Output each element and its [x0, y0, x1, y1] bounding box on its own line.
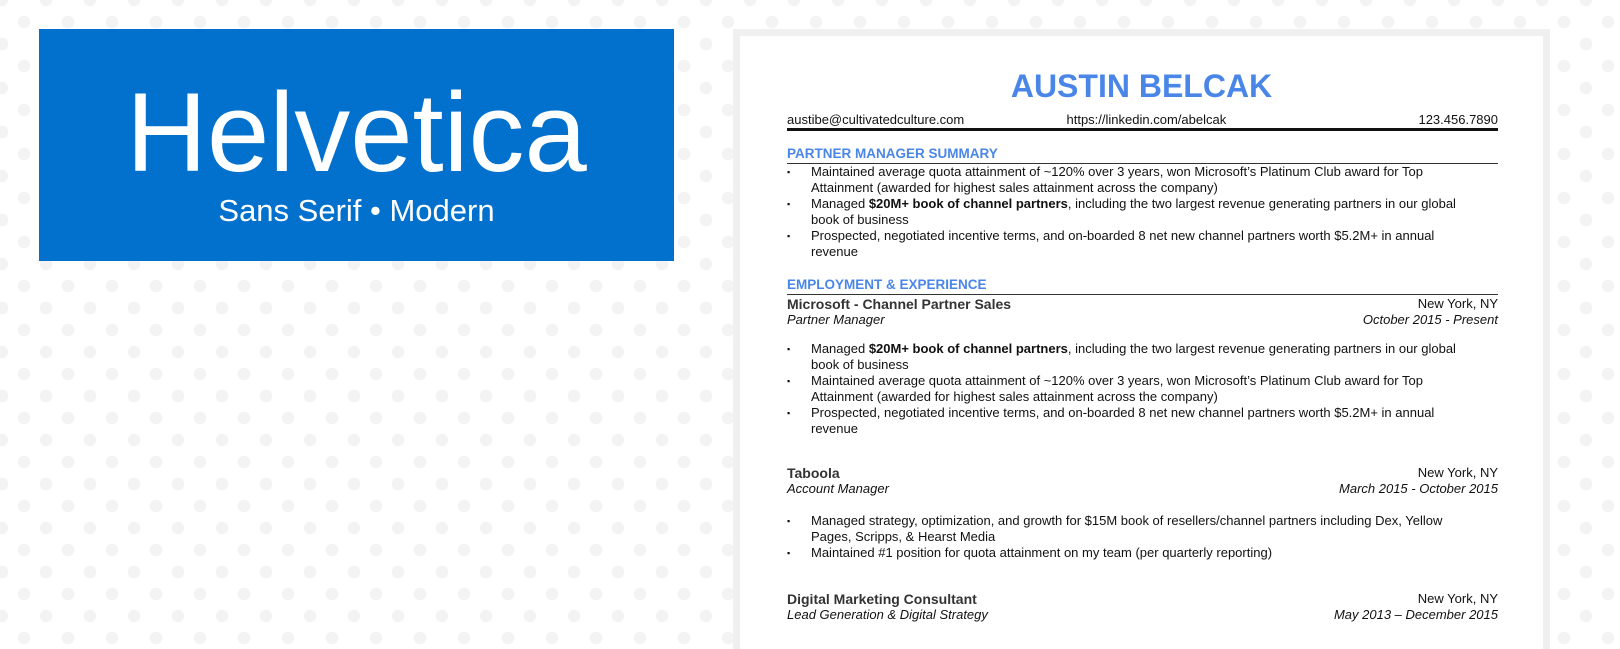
bullet-text: Prospected, negotiated incentive terms, and on-boarded 8 net new channel partners worth $5.2M+ in annual revenue: [811, 405, 1435, 436]
job-bullets: [787, 513, 1498, 561]
location: New York, NY: [1417, 296, 1498, 311]
company: Digital Marketing Consultant: [787, 591, 977, 607]
section-title: PARTNER MANAGER SUMMARY: [787, 146, 1498, 164]
job-entry: [787, 465, 1498, 561]
bullet-text: $20M+ book of channel partners: [868, 341, 1068, 356]
company: Taboola: [787, 465, 840, 481]
bullet-item: [787, 164, 1471, 196]
font-descriptor: Sans Serif • Modern: [218, 193, 495, 228]
bullet-item: [787, 545, 1471, 561]
bullet-text: Maintained average quota attainment of ~120% over 3 years, won Microsoft’s Platinum Club award for Top Attainment (awarded for highest sales attainment across the company): [811, 373, 1423, 404]
location: New York, NY: [1417, 465, 1498, 480]
location: New York, NY: [1417, 591, 1498, 606]
bullet-text: , including the two largest revenue generating partners in our global book of business: [811, 196, 1456, 227]
resume-name: AUSTIN BELCAK: [1010, 68, 1273, 104]
bullet-text: Maintained #1 position for quota attainment on my team (per quarterly reporting): [811, 545, 1273, 560]
job-entry: [787, 296, 1498, 437]
bullet-item: [787, 196, 1471, 228]
font-name: Helvetica: [126, 70, 587, 195]
bullet-text: Managed strategy, optimization, and growth for $15M book of resellers/channel partners including Dex, Yellow Pages, Scripps, & Hearst Media: [811, 513, 1443, 544]
bullet-item: [787, 373, 1471, 405]
dates: March 2015 - October 2015: [1339, 481, 1498, 496]
bullet-text: Maintained average quota attainment of ~120% over 3 years, won Microsoft’s Platinum Club award for Top Attainment (awarded for highest sales attainment across the company): [811, 164, 1423, 195]
bullet-text: $20M+ book of channel partners: [868, 196, 1068, 211]
email: austibe@cultivatedculture.com: [787, 112, 965, 127]
bullet-item: [787, 341, 1471, 373]
bullet-item: [787, 228, 1471, 260]
bullet-text: Managed: [811, 196, 869, 211]
bullet-item: [787, 405, 1471, 437]
dates: October 2015 - Present: [1362, 312, 1498, 327]
experience-section: [787, 277, 1498, 295]
job-bullets: [787, 341, 1498, 437]
summary-section: [787, 146, 1498, 260]
summary-list: [787, 164, 1498, 260]
linkedin: https://linkedin.com/abelcak: [1066, 112, 1227, 127]
phone: 123.456.7890: [1418, 112, 1498, 127]
role: Lead Generation & Digital Strategy: [787, 607, 988, 622]
font-title-banner: [39, 29, 674, 261]
bullet-text: Prospected, negotiated incentive terms, and on-boarded 8 net new channel partners worth $5.2M+ in annual revenue: [811, 228, 1435, 259]
job-entry: [787, 591, 1498, 623]
contact-line: [787, 112, 1498, 128]
role: Account Manager: [787, 481, 889, 496]
role: Partner Manager: [787, 312, 885, 327]
bullet-text: , including the two largest revenue generating partners in our global book of business: [811, 341, 1456, 372]
bullet-text: Managed: [811, 341, 869, 356]
header-divider: [787, 128, 1498, 131]
company: Microsoft - Channel Partner Sales: [787, 296, 1012, 312]
section-title: EMPLOYMENT & EXPERIENCE: [787, 277, 1498, 295]
dates: May 2013 – December 2015: [1333, 607, 1498, 622]
bullet-item: [787, 513, 1471, 545]
